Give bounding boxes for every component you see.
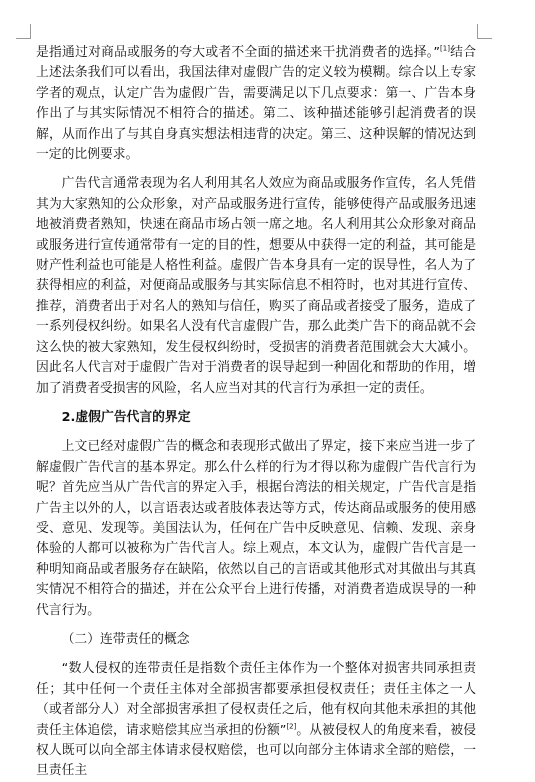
section-heading-joint-liability: （二）连带责任的概念 bbox=[61, 631, 190, 647]
crop-mark-top-left bbox=[16, 24, 31, 39]
paragraph-text: 是指通过对商品或服务的夸大或者不全面的描述来干扰消费者的选择。” bbox=[36, 45, 441, 60]
document-page bbox=[36, 43, 476, 782]
paragraph-text: “数人侵权的连带责任是指数个责任主体作为一个整体对损害共同承担责任；其中任何一个责任主体对全部损害都要承担侵权责任；责任主体之一人（或者部分人）对全部损害承担了侵权责任之后，他有权向其他未承担的其他责任主体追偿，请求赔偿其应当承担的份额” bbox=[36, 661, 476, 738]
paragraph-text: 。从被侵权人的角度来看，被侵权人既可以向全部主体请求侵权赔偿，也可以向部分主体请求全部的赔偿，一旦责任主 bbox=[36, 722, 476, 779]
paragraph-definition-summary bbox=[36, 43, 476, 165]
section-heading-false-ad-endorsement: 2.虚假广告代言的界定 bbox=[61, 409, 191, 425]
citation-ref: [2] bbox=[286, 722, 297, 731]
paragraph-endorsement-definition: 上文已经对虚假广告的概念和表现形式做出了界定，接下来应当进一步了解虚假广告代言的基本界定。那么什么样的行为才得以称为虚假广告代言行为呢？首先应当从广告代言的界定入手，根据台湾法的相关规定，广告代言是指广告主以外的人，以言语表达或者肢体表达等方式，传达商品或服务的使用感受、意见、发现等。美国法认为，任何在广告中反映意见、信赖、发现、亲身体验的人都可以被称为广告代言人。综上观点，本文认为，虚假广告代言是一种明知商品或者服务存在缺陷，依然以自己的言语或其他形式对其做出与其真实情况不相符合的描述，并在公众平台上进行传播，对消费者造成误导的一种代言行为。 bbox=[36, 439, 476, 618]
paragraph-endorsement: 广告代言通常表现为名人利用其名人效应为商品或服务作宣传，名人凭借其为大家熟知的公众形象，对产品或服务进行宣传，能够使得产品或服务迅速地被消费者熟知，快速在商品市场占领一席之地。名人利用其公众形象对商品或服务进行宣传通常带有一定的目的性，想要从中获得一定的利益，其可能是财产性利益也可能是人格性利益。虚假广告本身具有一定的误导性，名人为了获得相应的利益，对便商品或服务与其实际信息不相符时，也对其进行宣传、推荐，消费者出于对名人的熟知与信任，购买了商品或者接受了服务，造成了一系列侵权纠纷。如果名人没有代言虚假广告，那么此类广告下的商品就不会这么快的被大家熟知，发生侵权纠纷时，受损害的消费者范围就会大大减小。因此名人代言对于虚假广告对于消费者的误导起到一种固化和帮助的作用，增加了消费者受损害的风险，名人应当对其的代言行为承担一定的责任。 bbox=[36, 176, 476, 396]
crop-mark-top-right bbox=[477, 24, 492, 39]
paragraph-text: 结合上述法条我们可以看出，我国法律对虚假广告的定义较为模糊。综合以上专家学者的观点，认定广告为虚假广告，需要满足以下几点要求：第一、广告本身作出了与其实际情况不相符合的描述。第二、该种描述能够引起消费者的误解，从而作出了与其自身真实想法相违背的决定。第三、这种误解的情况达到一定的比例要求。 bbox=[36, 45, 477, 163]
citation-ref: [1] bbox=[440, 44, 450, 53]
paragraph-joint-liability bbox=[36, 659, 476, 781]
